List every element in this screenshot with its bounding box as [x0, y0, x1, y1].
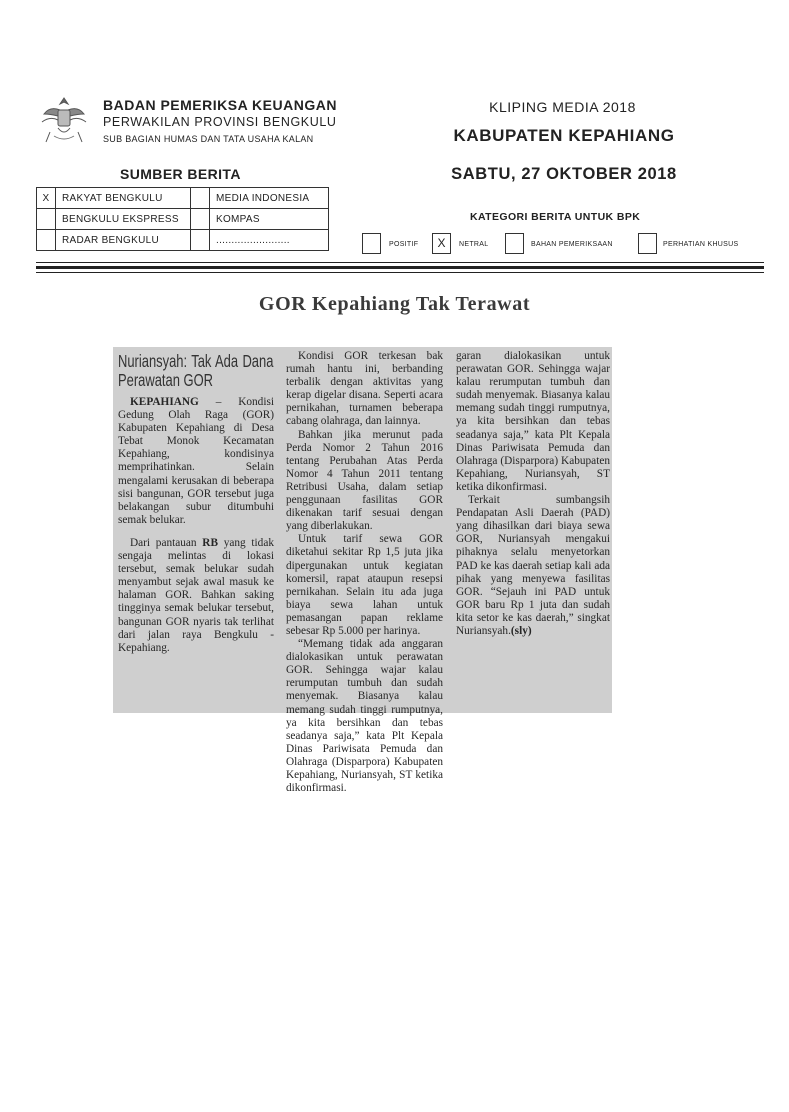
category-label-positif: POSITIF: [389, 241, 419, 248]
article-paragraph: Terkait sumbangsih Pendapatan Asli Daerah (PAD) yang dihasilkan dari biaya sewa GOR, Nuriansyah mengakui pihaknya selalu menyetorkan PAD ke kas daerah setiap kali ada pihak yang menyewa fasilitas GOR. “Sejauh ini PAD untuk GOR baru Rp 1 juta dan sudah kita setor ke kas daerah,” singkat Nuriansyah.(sly): [456, 494, 610, 637]
article-paragraph: “Memang tidak ada anggaran dialokasikan untuk perawatan GOR. Sehingga wajar kalau rerumputan tumbuh dan sudah menyemak. Biasanya kalau memang sudah tinggi rumputnya, ya kita bersihkan dan tebas seadanya saja,” kata Plt Kepala Dinas Pariwisata Pemuda dan Olahraga (Disparpora) Kabupaten Kepahiang, Nuriansyah, ST ketika dikonfirmasi.: [286, 638, 443, 795]
source-name: KOMPAS: [210, 209, 329, 230]
article-column-2: [286, 350, 443, 795]
source-row: [37, 230, 329, 251]
bpk-garuda-logo-icon: [36, 92, 92, 152]
source-name: MEDIA INDONESIA: [210, 188, 329, 209]
article-paragraph: Untuk tarif sewa GOR diketahui sekitar Rp 1,5 juta jika dipergunakan untuk kegiatan komersil, rapat ataupun resepsi pernikahan. Selain itu ada juga biaya sewa lahan untuk pemasangan papan reklame sebesar Rp 5.000 per harinya.: [286, 533, 443, 637]
article-subheadline: Nuriansyah: Tak Ada Dana Perawatan GOR: [118, 351, 274, 390]
article-paragraph: KEPAHIANG – Kondisi Gedung Olah Raga (GOR) Kabupaten Kepahiang di Desa Tebat Monok Kecamatan Kepahiang, kondisinya memprihatinkan. Selain mengalami kerusakan di beberapa sisi bangunan, GOR tersebut juga belakangan subur ditumbuhi semak belukar.: [118, 396, 274, 526]
news-source-table: [36, 187, 329, 251]
source-mark: X: [37, 188, 56, 209]
sumber-berita-title: SUMBER BERITA: [120, 166, 241, 182]
article-paragraph: Kondisi GOR terkesan bak rumah hantu ini, berbanding terbalik dengan aktivitas yang kerap digelar disana. Seperti acara pernikahan, turnamen beberapa cabang olahraga, dan lainnya.: [286, 350, 443, 428]
separator-line: [36, 272, 764, 273]
publication-abbr: RB: [202, 536, 218, 549]
clipping-date: SABTU, 27 OKTOBER 2018: [451, 165, 677, 183]
article-headline: GOR Kepahiang Tak Terawat: [258, 293, 531, 315]
category-checkbox-positif: [362, 233, 381, 254]
kliping-title: KLIPING MEDIA 2018: [489, 99, 636, 115]
kategori-title: KATEGORI BERITA UNTUK BPK: [470, 211, 641, 223]
source-row: [37, 209, 329, 230]
org-division: SUB BAGIAN HUMAS DAN TATA USAHA KALAN: [103, 134, 314, 144]
separator-line: [36, 262, 764, 263]
category-checkbox-bahan-pemeriksaan: [505, 233, 524, 254]
source-name: BENGKULU EKSPRESS: [56, 209, 191, 230]
source-mark-empty: [191, 188, 210, 209]
source-mark: [37, 230, 56, 251]
article-paragraph: Bahkan jika merunut pada Perda Nomor 2 Tahun 2016 tentang Perubahan Atas Perda Nomor 4 Tahun 2011 tentang Retribusi Usaha, dalam setiap penggunaan fasilitas GOR dikenakan tarif sesuai dengan yang diberlakukan.: [286, 428, 443, 533]
org-branch: PERWAKILAN PROVINSI BENGKULU: [103, 115, 337, 129]
category-label-bahan-pemeriksaan: BAHAN PEMERIKSAAN: [531, 241, 613, 248]
article-paragraph: Dari pantauan RB yang tidak sengaja melintas di lokasi tersebut, semak belukar sudah menyambut sejak awal masuk ke halaman GOR. Bahkan saking tingginya semak belukar tersebut, bangunan GOR nyaris tak terlihat dari jalan raya Bengkulu - Kepahiang.: [118, 536, 274, 654]
separator-line-thick: [36, 266, 764, 269]
article-column-1: [118, 352, 274, 655]
source-row: [37, 188, 329, 209]
article-paragraph-continued: garan dialokasikan untuk perawatan GOR. Sehingga wajar kalau rerumputan tumbuh dan sudah menyemak. Biasanya kalau memang sudah tinggi rumputnya, ya kita bersihkan dan tebas seadanya saja,” kata Plt Kepala Dinas Pariwisata Pemuda dan Olahraga (Disparpora) Kabupaten Kepahiang, Nuriansyah, ST ketika dikonfirmasi.: [456, 350, 610, 493]
dateline: KEPAHIANG: [130, 396, 199, 408]
source-mark-empty: [191, 209, 210, 230]
category-checkbox-perhatian-khusus: [638, 233, 657, 254]
source-name: RAKYAT BENGKULU: [56, 188, 191, 209]
author-signoff: (sly): [510, 624, 532, 637]
source-mark-empty: [191, 230, 210, 251]
org-name: BADAN PEMERIKSA KEUANGAN: [103, 97, 337, 113]
category-label-perhatian-khusus: PERHATIAN KHUSUS: [663, 241, 739, 248]
kabupaten-title: KABUPATEN KEPAHIANG: [453, 126, 675, 145]
source-name-blank: ........................: [210, 230, 329, 251]
category-checkbox-netral: X: [432, 233, 451, 254]
category-label-netral: NETRAL: [459, 241, 489, 248]
source-name: RADAR BENGKULU: [56, 230, 191, 251]
source-mark: [37, 209, 56, 230]
article-column-3: [456, 350, 610, 638]
